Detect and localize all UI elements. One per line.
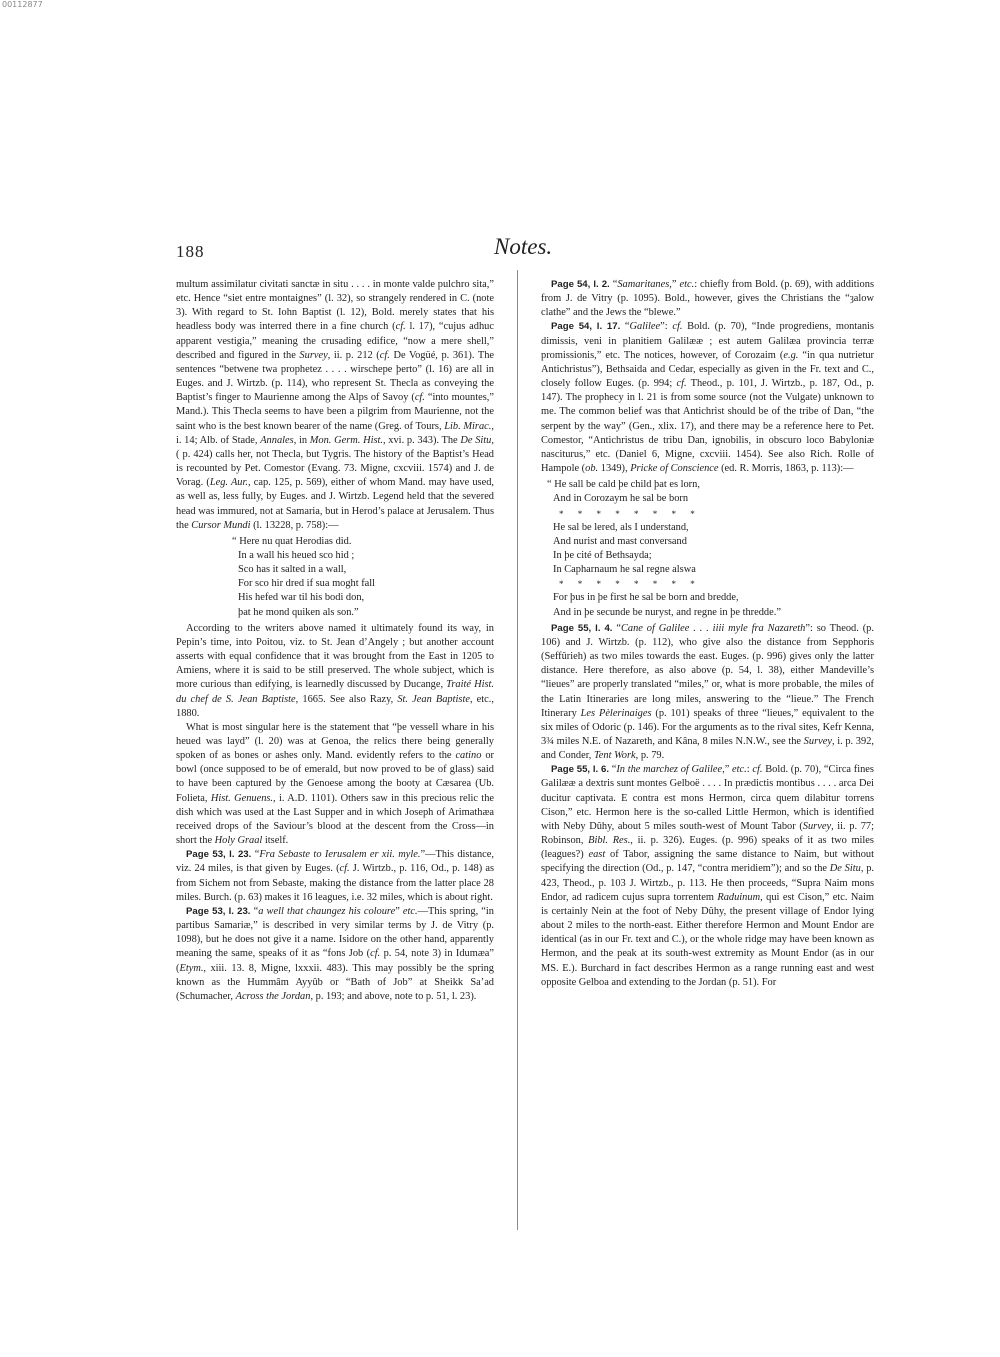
column-divider — [517, 270, 518, 1230]
verse-line: þat he mond quiken als son.” — [238, 606, 359, 618]
note-reference: Page 55, l. 6. — [551, 764, 609, 776]
verse-line: Sco has it salted in a wall, — [238, 564, 347, 576]
scan-id: 00112877 — [2, 0, 43, 9]
note-page-54-samaritanes: Page 54, l. 2. “Samaritanes,” etc.: chiefly from Bold. (p. 69), with additions from J. de Vitry (p. 1095). Bold., however, gives the Christians the “ȝalow clathe” and the Jews the “blewe.” — [541, 279, 874, 319]
paragraph-baptist-body: multum assimilatur civitati sanctæ in situ . . . . in monte valde pulchro sita,” etc. Hence “siet entre montaignes” (l. 32), so strangely rendered in C. (note 3). With regard to St. Iohn Baptist (l. 12), Bold. merely states that his headless body was interred there in a fine church (cf. l. 17), “cujus adhuc apparent vestigia,” meaning the crusading edifice, “now a mere shell,” described and figured in the Survey, ii. p. 212 (cf. De Vogüé, p. 361). The sentences “betwene twa prophetez . . . . wirschepe þerto” (l. 16) are all in Euges. and J. Wirtzb. (p. 114), who represent St. Thecla as conveying the Baptist’s finger to Maurienne among the Alps of Savoy (cf. “into mountes,” Mand.). This Thecla seems to have been a pilgrim from Maurienne, not the saint who is the best known bearer of the name (Greg. of Tours, Lib. Mirac., i. 14; Alb. of Stade, Annales, in Mon. Germ. Hist., xvi. p. 343). The De Situ, ( p. 424) calls her, not Thecla, but Tygris. The history of the Baptist’s Head is recounted by Pet. Comestor (Evang. 73. Migne, cxcviii. 1574) and J. de Vorag. (Leg. Aur., cap. 125, p. 569), either of whom Mand. may have used, as well as, less fully, by Euges. and J. Wirtzb. Legend held that the severed head was immured, not at Samaria, but in Herod’s palace at Jerusalem. Thus the Cursor Mundi (l. 13228, p. 758):— — [176, 279, 495, 531]
note-page-53-well: Page 53, l. 23. “a well that chaungez his coloure” etc.—This spring, “in partibus Samariæ,” is described in very similar terms by J. de Vitry (p. 1098), but he does not give it a name. Isidore on the other hand, apparently meaning the same, speaks of it as “fons Job (cf. p. 54, note 3) in Idumæa” (Etym., xiii. 13. 8, Migne, lxxxii. 483). This may possibly be the spring known as the Hummâm Ayyûb or “Bath of Job” at Sheikk Sa’ad (Schumacher, Across the Jordan, p. 193; and above, note to p. 51, l. 23). — [176, 905, 494, 1002]
verse-line: He sal be lered, als I understand, — [553, 521, 689, 533]
verse-line: His hefed war til his bodi don, — [238, 592, 365, 604]
note-reference: Page 55, l. 4. — [551, 622, 613, 634]
note-reference: Page 53, l. 23. — [186, 905, 251, 917]
paragraph-genoa-vessel: What is most singular here is the statement that “þe vessell whare in his heued was layd” (l. 20) was at Genoa, the relics there being generally spoken of as bones or ashes only. Mand. evidently refers to the catino or bowl (once supposed to be of emerald, but now proved to be of glass) said to have been captured by the Genoese among the booty at Cæsarea (Ub. Folieta, Hist. Genuens., i. A.D. 1101). Others saw in this precious relic the dish which was used at the Last Supper and in which Joseph of Arimathæa received drops of the Saviour’s blood at the descent from the Cross—in short the Holy Graal itself. — [176, 721, 494, 847]
left-column — [176, 278, 494, 1004]
verse-line: And nurist and mast conversand — [553, 535, 687, 547]
verse-line: In Capharnaum he sal regne alswa — [553, 564, 696, 576]
ellipsis-stars: * * * * * * * * — [559, 508, 701, 519]
pricke-of-conscience-verse — [541, 478, 874, 620]
note-reference: Page 54, l. 2. — [551, 279, 610, 290]
verse-line: For þus in þe first he sal be born and bredde, — [553, 592, 739, 604]
note-reference: Page 54, l. 17. — [551, 321, 621, 333]
verse-line: “ Here nu quat Herodias did. — [232, 535, 352, 547]
paragraph-head-relic: According to the writers above named it ultimately found its way, in Pepin’s time, into Poitou, viz. to St. Jean d’Angely ; but another account asserts with equal confidence that it was brought from the East in 1205 to Amiens, where it is said to be still preserved. The whole subject, which is more curious than edifying, is learnedly discussed by Ducange, Traité Hist. du chef de S. Jean Baptiste, 1665. See also Razy, St. Jean Baptiste, etc., 1880. — [176, 622, 494, 719]
running-title: Notes. — [494, 234, 553, 259]
cursor-mundi-verse — [176, 535, 494, 620]
right-column — [541, 278, 874, 990]
page-number: 188 — [176, 242, 205, 261]
note-page-55-marchez: Page 55, l. 6. “In the marchez of Galilee,” etc.: cf. Bold. (p. 70), “Circa fines Galilææ a dextris sunt montes Gelboë . . . . In prædictis montibus . . . . arca Dei ducitur captivata. E contra est mons Hermon, circa quem dilabitur torrens Cison,” etc. Hermon here is the so-called Little Hermon, which is identified with Neby Dûhy, about 5 miles south-west of Mount Tabor (Survey, ii. p. 77; Robinson, Bibl. Res., ii. p. 326). Euges. (p. 996) speaks of it as two miles (leagues?) east of Tabor, assigning the same distance to Naim, but without specifying the direction (Od., p. 147, “contra meridiem”); and so the De Situ, p. 423, Theod., p. 103 J. Wirtzb., p. 113. He then proceeds, “Supra Naim mons Endor, ad radicem cujus supra torrentem Raduinum, qui est Cison,” etc. Naim is certainly Nein at the foot of Neby Dûhy, the present village of Endor lying about 2 miles to the north-east. Either therefore Hermon and Mount Endor are identical (as in our Fr. text and C.), or the whole ridge may have been known as Hermon, and the peak at its south-west extremity as Mount Endor (as in our MS. E.). Burchard in fact describes Hermon as a range running east and west opposite Gelboa and extending to the Jordan (p. 51). For — [541, 764, 874, 988]
note-reference: Page 53, l. 23. — [186, 849, 252, 861]
verse-line: In þe cité of Bethsayda; — [553, 549, 652, 561]
verse-line: “ He sall be cald þe child þat es lorn, — [547, 479, 700, 491]
ellipsis-stars: * * * * * * * * — [559, 579, 701, 590]
verse-line: And in þe secunde be nuryst, and regne in þe thredde.” — [553, 606, 781, 618]
note-page-54-galilee: Page 54, l. 17. “Galilee”: cf. Bold. (p. 70), “Inde progrediens, montanis dimissis, veni in planitiem Galilææ ; est autem Galilæa provincia terræ promissionis,” etc. The notices, however, of Corozaim (e.g. “in qua nutrietur Antichristus”), Bethsaida and Cedar, especially as given in the Fr. text and C., closely follow Euges. (p. 994; cf. Theod., p. 101, J. Wirtzb., p. 187, Od., p. 147). The prophecy in l. 21 is from some source (not the Vulgate) unknown to me. The common belief was that Antichrist should be of the tribe of Dan, “the serpent by the way” (Gen., xlix. 17), and there may be a reference here to Pet. Comestor, “Antichristus de tribu Dan, ignobilis, in obscuro loco Babyloniæ nasciturus,” etc. (Daniel 6, Migne, cxcviii. 1454). See also Rich. Rolle of Hampole (ob. 1349), Pricke of Conscience (ed. R. Morris, 1863, p. 113):— — [541, 321, 874, 475]
note-page-55-cane: Page 55, l. 4. “Cane of Galilee . . . iiii myle fra Nazareth”: so Theod. (p. 106) and J. Wirtzb. (p. 112), who give also the distance from Sepphoris (Seffûrieh) as two miles towards the east. Euges. (p. 996) gives only the latter distance. Here therefore, as also above (p. 54, l. 38), either Mandeville’s “lieues” are properly translated “miles,” or, what is more probable, the miles of the Latin Itineraries are long miles, answering to the “lieue.” The French Itinerary Les Pèlerinaiges (p. 101) speaks of three “lieues,” equivalent to the six miles of Odoric (p. 146). For the arguments as to the rival sites, Kefr Kenna, 3¾ miles N.E. of Nazareth, and Kâna, 8 miles N.N.W., see the Survey, i. p. 392, and Conder, Tent Work, p. 79. — [541, 622, 874, 762]
verse-line: For sco hir dred if sua moght fall — [238, 578, 376, 590]
verse-line: In a wall his heued sco hid ; — [238, 549, 355, 561]
note-page-53-sebaste: Page 53, l. 23. “Fra Sebaste to Ierusalem er xii. myle.”—This distance, viz. 24 miles, is that given by Euges. (cf. J. Wirtzb., p. 116, Od., p. 148) as from Sichem not from Sebaste, making the distance from the latter place 28 miles. Burch. (p. 63) makes it 16 leagues, i.e. 32 miles, which is about right. — [176, 849, 494, 903]
verse-line: And in Corozaym he sal be born — [553, 493, 689, 505]
